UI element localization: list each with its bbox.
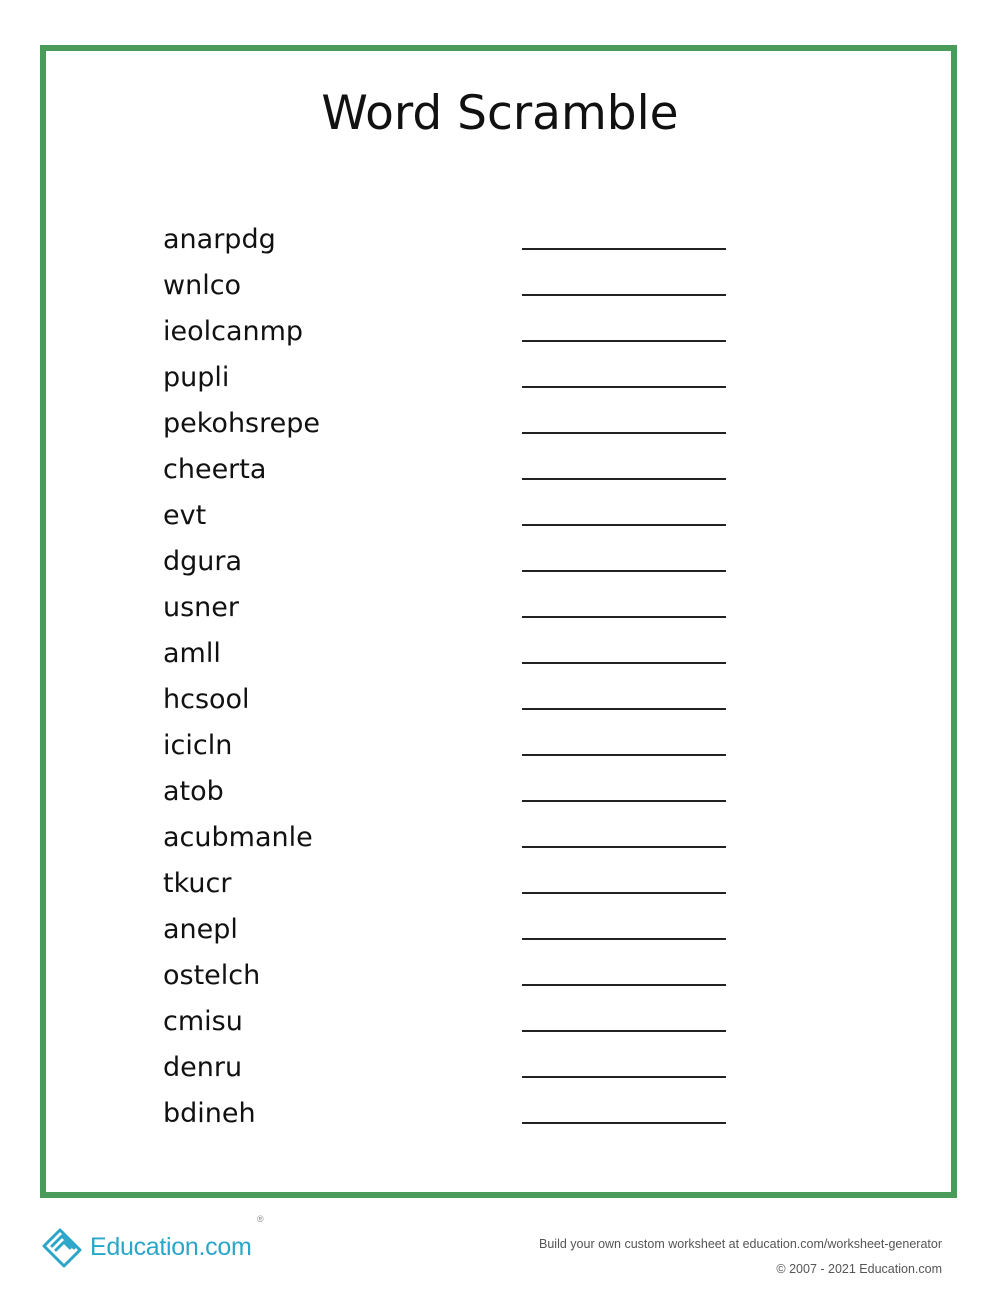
word-list — [163, 220, 733, 1140]
answer-line[interactable] — [522, 616, 726, 618]
scrambled-word: denru — [163, 1052, 243, 1083]
scrambled-word: icicln — [163, 730, 233, 761]
word-row — [163, 818, 733, 864]
answer-line[interactable] — [522, 1122, 726, 1124]
word-row — [163, 910, 733, 956]
word-row — [163, 634, 733, 680]
answer-line[interactable] — [522, 846, 726, 848]
scrambled-word: anepl — [163, 914, 238, 945]
answer-line[interactable] — [522, 248, 726, 250]
scrambled-word: atob — [163, 776, 224, 807]
scrambled-word: anarpdg — [163, 224, 276, 255]
answer-line[interactable] — [522, 984, 726, 986]
answer-line[interactable] — [522, 570, 726, 572]
answer-line[interactable] — [522, 1076, 726, 1078]
education-paperclip-icon — [40, 1224, 86, 1270]
word-row — [163, 772, 733, 818]
scrambled-word: ieolcanmp — [163, 316, 304, 347]
word-row — [163, 1094, 733, 1140]
answer-line[interactable] — [522, 892, 726, 894]
scrambled-word: bdineh — [163, 1098, 256, 1129]
answer-line[interactable] — [522, 340, 726, 342]
scrambled-word: hcsool — [163, 684, 250, 715]
answer-line[interactable] — [522, 708, 726, 710]
answer-line[interactable] — [522, 1030, 726, 1032]
word-row — [163, 404, 733, 450]
scrambled-word: acubmanle — [163, 822, 313, 853]
word-row — [163, 588, 733, 634]
word-row — [163, 220, 733, 266]
registered-mark: ® — [257, 1214, 264, 1224]
worksheet-generator-link[interactable]: Build your own custom worksheet at education.com/worksheet-generator — [539, 1237, 942, 1251]
word-row — [163, 450, 733, 496]
word-row — [163, 496, 733, 542]
answer-line[interactable] — [522, 524, 726, 526]
scrambled-word: cmisu — [163, 1006, 243, 1037]
answer-line[interactable] — [522, 800, 726, 802]
word-row — [163, 726, 733, 772]
scrambled-word: usner — [163, 592, 240, 623]
answer-line[interactable] — [522, 432, 726, 434]
word-row — [163, 1002, 733, 1048]
scrambled-word: wnlco — [163, 270, 242, 301]
scrambled-word: dgura — [163, 546, 243, 577]
answer-line[interactable] — [522, 938, 726, 940]
answer-line[interactable] — [522, 478, 726, 480]
word-row — [163, 358, 733, 404]
word-row — [163, 312, 733, 358]
scrambled-word: pekohsrepe — [163, 408, 320, 439]
scrambled-word: tkucr — [163, 868, 232, 899]
worksheet-title: Word Scramble — [321, 86, 679, 141]
word-row — [163, 680, 733, 726]
word-row — [163, 956, 733, 1002]
answer-line[interactable] — [522, 294, 726, 296]
scrambled-word: amll — [163, 638, 221, 669]
word-row — [163, 266, 733, 312]
scrambled-word: ostelch — [163, 960, 261, 991]
word-row — [163, 542, 733, 588]
word-row — [163, 1048, 733, 1094]
logo-text: Education.com — [90, 1232, 252, 1261]
copyright-text: © 2007 - 2021 Education.com — [776, 1262, 942, 1276]
answer-line[interactable] — [522, 754, 726, 756]
scrambled-word: evt — [163, 500, 207, 531]
footer-info — [539, 1232, 942, 1282]
answer-line[interactable] — [522, 386, 726, 388]
education-logo[interactable] — [40, 1222, 251, 1272]
scrambled-word: cheerta — [163, 454, 267, 485]
answer-line[interactable] — [522, 662, 726, 664]
word-row — [163, 864, 733, 910]
scrambled-word: pupli — [163, 362, 230, 393]
